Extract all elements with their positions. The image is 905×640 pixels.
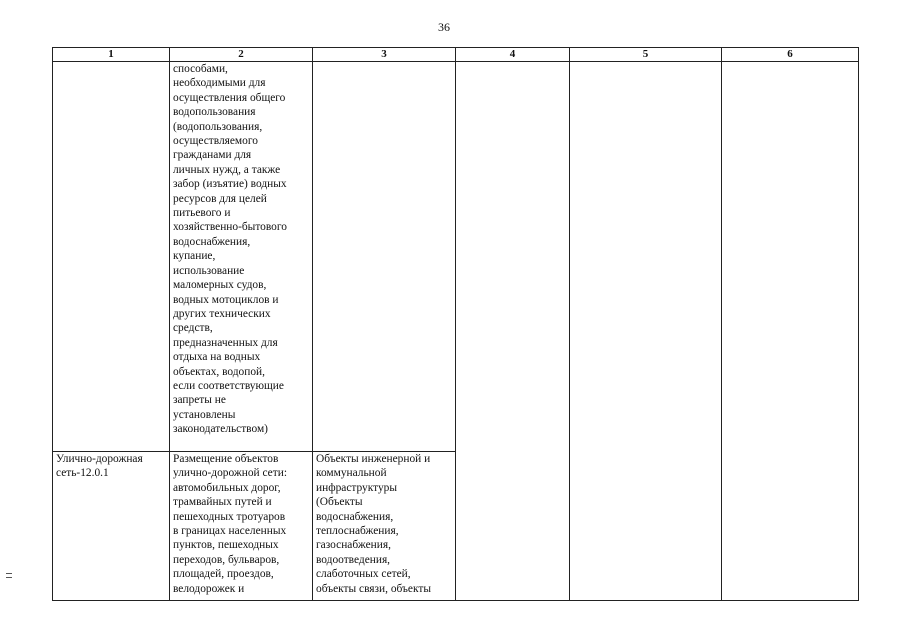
row2-col2-text: Размещение объектов улично-дорожной сети: автомобильных дорог, трамвайных путей и пешеходных тротуаров в границах населенных пунктов, пешеходных переходов, бульваров, площадей, проездов, велодорожек и <box>173 453 287 595</box>
col4-cell <box>456 62 570 601</box>
column-header-6: 6 <box>722 48 859 62</box>
row2-col3-text: Объекты инженерной и коммунальной инфраструктуры (Объекты водоснабжения, теплоснабжения, газоснабжения, водоотведения, слаботочных сетей, объекты связи, объекты <box>316 453 431 595</box>
table-row <box>53 62 859 452</box>
row1-col2-cell <box>170 62 313 452</box>
col5-cell <box>570 62 722 601</box>
row2-col3-cell <box>313 452 456 601</box>
column-header-4: 4 <box>456 48 570 62</box>
column-header-3: 3 <box>313 48 456 62</box>
column-header-2: 2 <box>170 48 313 62</box>
margin-mark <box>6 573 12 574</box>
table-header-row <box>53 48 859 62</box>
column-header-1: 1 <box>53 48 170 62</box>
row2-col1-text: Улично-дорожная сеть-12.0.1 <box>56 453 143 480</box>
document-table <box>52 47 859 601</box>
page-number: 36 <box>438 20 450 34</box>
row1-col2-text: способами, необходимыми для осуществления общего водопользования (водопользования, осуществляемого гражданами для личных нужд, а также забор (изъятие) водных ресурсов для целей питьевого и хозяйственно-бытового водоснабжения, купание, использование маломерных судов, водных мотоциклов и других технических средств, предназначенных для отдыха на водных объектах, водопой, если соответствующие запреты не установлены законодательством) <box>173 63 287 436</box>
row2-col2-cell <box>170 452 313 601</box>
row1-col3-cell <box>313 62 456 452</box>
column-header-5: 5 <box>570 48 722 62</box>
margin-mark <box>6 577 12 578</box>
col6-cell <box>722 62 859 601</box>
row2-col1-cell <box>53 452 170 601</box>
row1-col1-cell <box>53 62 170 452</box>
